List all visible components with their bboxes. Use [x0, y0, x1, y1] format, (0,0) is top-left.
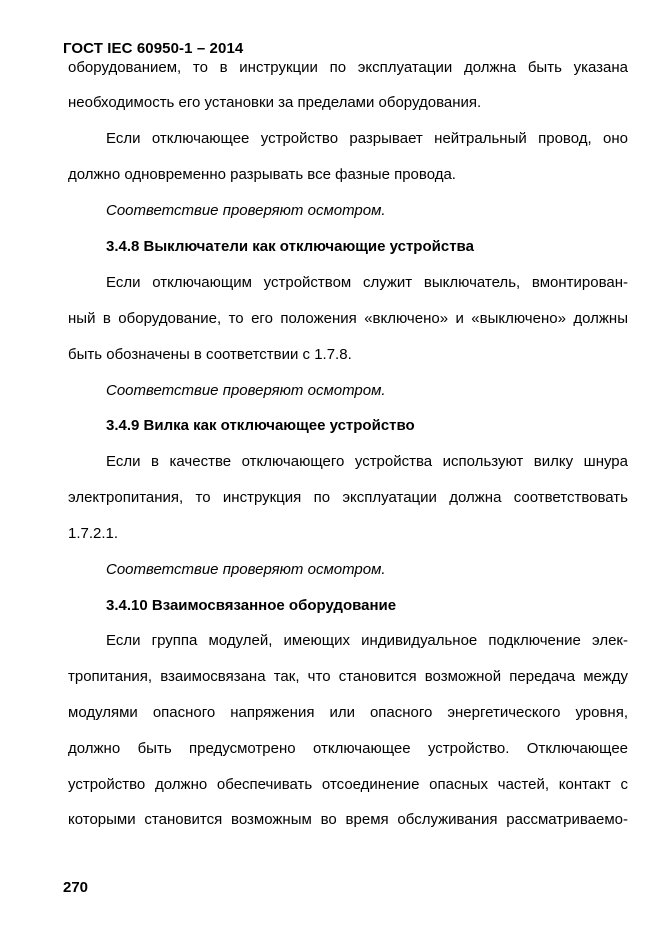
text-line: тропитания, взаимосвязана так, что становится возможной передача между — [68, 668, 628, 685]
text-line: модулями опасного напряжения или опасного энергетического уровня, — [68, 704, 628, 721]
text-line: которыми становится возможным во время обслуживания рассматриваемо- — [68, 811, 628, 828]
text-line: 1.7.2.1. — [68, 525, 119, 542]
text-line: Если в качестве отключающего устройства используют вилку шнура — [106, 453, 628, 470]
text-line: необходимость его установки за пределами оборудования. — [68, 94, 482, 111]
compliance-note: Соответствие проверяют осмотром. — [106, 382, 386, 399]
text-line: оборудованием, то в инструкции по эксплуатации должна быть указана — [68, 59, 628, 76]
text-line: Если группа модулей, имеющих индивидуальное подключение элек- — [106, 632, 628, 649]
text-line: электропитания, то инструкция по эксплуатации должна соответствовать — [68, 489, 628, 506]
compliance-note: Соответствие проверяют осмотром. — [106, 561, 386, 578]
document-header: ГОСТ IEC 60950-1 – 2014 — [63, 40, 244, 57]
compliance-note: Соответствие проверяют осмотром. — [106, 202, 386, 219]
text-line: должно одновременно разрывать все фазные провода. — [68, 166, 456, 183]
page-number: 270 — [63, 879, 89, 896]
text-line: Если отключающее устройство разрывает нейтральный провод, оно — [106, 130, 628, 147]
text-line: ный в оборудование, то его положения «включено» и «выключено» должны — [68, 310, 628, 327]
text-line: быть обозначены в соответствии с 1.7.8. — [68, 346, 352, 363]
text-line: Если отключающим устройством служит выключатель, вмонтирован- — [106, 274, 628, 291]
section-heading: 3.4.8 Выключатели как отключающие устройства — [106, 238, 474, 255]
text-line: должно быть предусмотрено отключающее устройство. Отключающее — [68, 740, 628, 757]
text-line: устройство должно обеспечивать отсоединение опасных частей, контакт с — [68, 776, 628, 793]
section-heading: 3.4.9 Вилка как отключающее устройство — [106, 417, 415, 434]
section-heading: 3.4.10 Взаимосвязанное оборудование — [106, 597, 397, 614]
